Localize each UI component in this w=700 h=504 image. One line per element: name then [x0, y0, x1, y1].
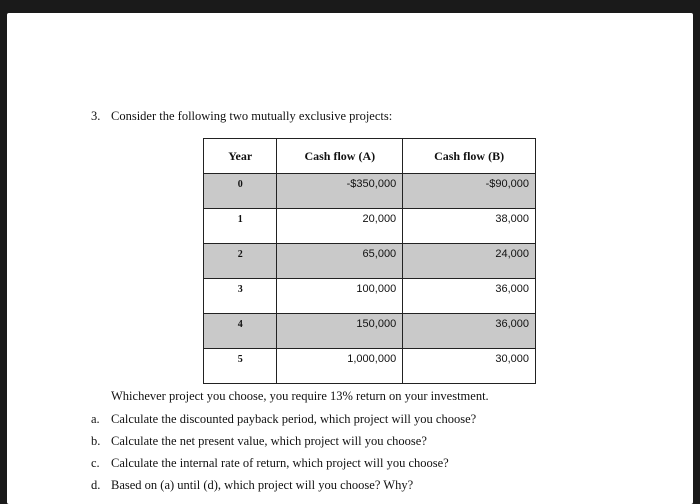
table-row: [204, 279, 536, 314]
list-item: [91, 477, 476, 499]
year-cell: 0: [204, 174, 277, 209]
list-item: [91, 455, 476, 477]
cash-flow-b-cell: 30,000: [403, 349, 536, 384]
question-number: 3.: [91, 109, 101, 123]
cash-flow-a-cell: 150,000: [277, 314, 403, 349]
cash-flow-a-cell: 20,000: [277, 209, 403, 244]
header-cash-flow-b: Cash flow (B): [403, 139, 536, 174]
year-cell: 3: [204, 279, 277, 314]
question-heading: [91, 109, 392, 124]
table-row: [204, 174, 536, 209]
year-cell: 4: [204, 314, 277, 349]
year-cell: 2: [204, 244, 277, 279]
part-letter: d.: [91, 478, 101, 492]
part-text: Based on (a) until (d), which project will you choose? Why?: [111, 478, 414, 492]
cash-flow-a-cell: -$350,000: [277, 174, 403, 209]
table-row: [204, 314, 536, 349]
cash-flow-b-cell: 38,000: [403, 209, 536, 244]
table-row: [204, 244, 536, 279]
year-cell: 1: [204, 209, 277, 244]
cash-flow-a-cell: 100,000: [277, 279, 403, 314]
cash-flow-table: [203, 138, 536, 384]
table-header-row: [204, 139, 536, 174]
part-letter: c.: [91, 456, 100, 470]
part-letter: a.: [91, 412, 100, 426]
part-text: Calculate the discounted payback period, which project will you choose?: [111, 412, 477, 426]
table-row: [204, 349, 536, 384]
cash-flow-b-cell: 24,000: [403, 244, 536, 279]
cash-flow-b-cell: -$90,000: [403, 174, 536, 209]
question-parts-list: [91, 411, 476, 499]
header-year: Year: [204, 139, 277, 174]
cash-flow-b-cell: 36,000: [403, 279, 536, 314]
cash-flow-a-cell: 1,000,000: [277, 349, 403, 384]
question-text: Consider the following two mutually exclusive projects:: [111, 109, 393, 123]
part-text: Calculate the internal rate of return, which project will you choose?: [111, 456, 449, 470]
required-return-text: Whichever project you choose, you require 13% return on your investment.: [111, 389, 489, 403]
table-row: [204, 209, 536, 244]
list-item: [91, 433, 476, 455]
list-item: [91, 411, 476, 433]
cash-flow-a-cell: 65,000: [277, 244, 403, 279]
document-page: [7, 13, 693, 504]
part-letter: b.: [91, 434, 101, 448]
header-cash-flow-a: Cash flow (A): [277, 139, 403, 174]
cash-flow-b-cell: 36,000: [403, 314, 536, 349]
year-cell: 5: [204, 349, 277, 384]
part-text: Calculate the net present value, which project will you choose?: [111, 434, 427, 448]
